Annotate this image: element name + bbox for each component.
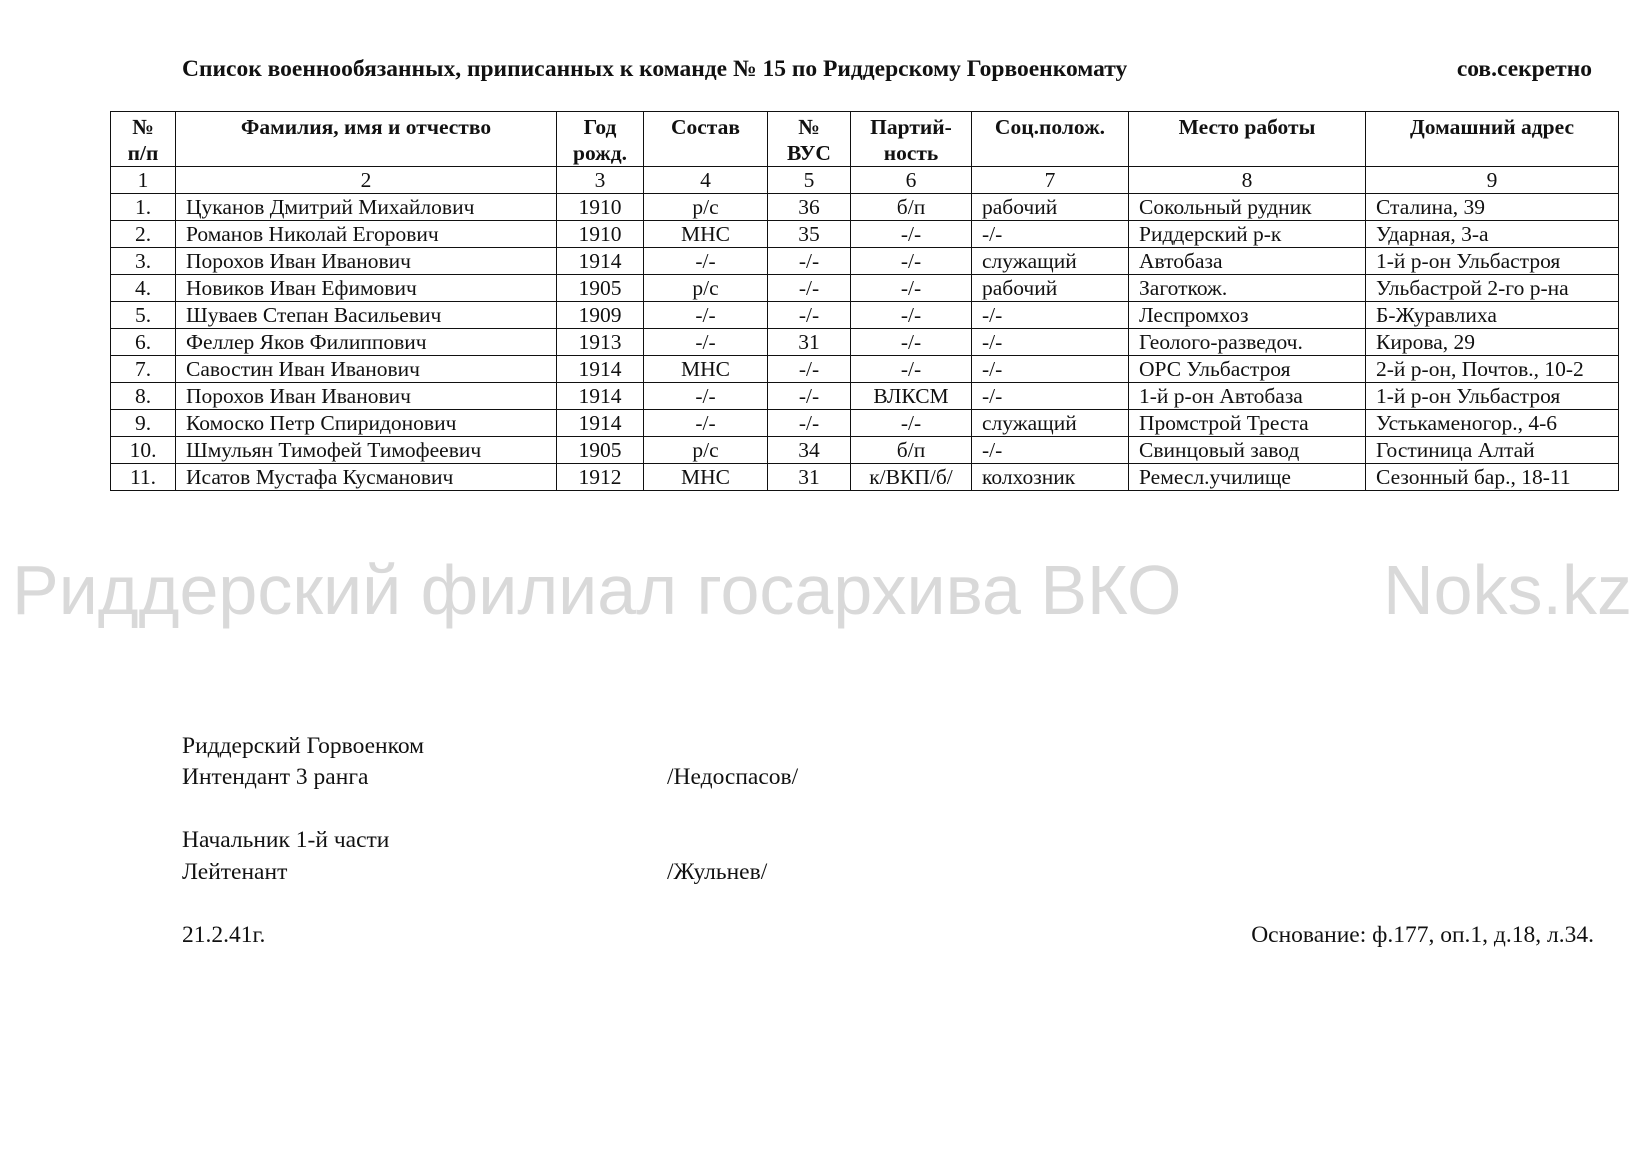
table-cell: -/- (972, 437, 1129, 464)
table-cell: 8. (111, 383, 176, 410)
table-cell: колхозник (972, 464, 1129, 491)
table-cell: -/- (644, 410, 768, 437)
table-cell: -/- (851, 275, 972, 302)
table-cell: 3. (111, 248, 176, 275)
table-cell: 5. (111, 302, 176, 329)
table-cell: Порохов Иван Иванович (176, 248, 557, 275)
table-cell: Шуваев Степан Васильевич (176, 302, 557, 329)
table-cell: Леспромхоз (1129, 302, 1366, 329)
table-cell: -/- (972, 329, 1129, 356)
signature-line-3: Начальник 1-й части (182, 827, 390, 853)
table-cell: Сокольный рудник (1129, 194, 1366, 221)
table-body (111, 194, 1619, 491)
column-header-line: Партий- (870, 115, 952, 139)
table-cell: р/с (644, 194, 768, 221)
table-cell: 31 (768, 464, 851, 491)
table-row (111, 275, 1619, 302)
table-cell: -/- (851, 248, 972, 275)
document-title: Список военнообязанных, приписанных к команде № 15 по Риддерскому Горвоенкомату (182, 56, 1128, 82)
table-cell: Савостин Иван Иванович (176, 356, 557, 383)
table-cell: р/с (644, 275, 768, 302)
table-cell: 1910 (557, 221, 644, 248)
table-cell: -/- (972, 221, 1129, 248)
table-row (111, 248, 1619, 275)
table-cell: Феллер Яков Филиппович (176, 329, 557, 356)
watermark-right-text: Noks.kz (1383, 551, 1632, 629)
column-number: 5 (768, 167, 851, 194)
column-header (768, 112, 851, 167)
table-cell: Цуканов Дмитрий Михайлович (176, 194, 557, 221)
table-cell: Ремесл.училище (1129, 464, 1366, 491)
table-cell: Шмульян Тимофей Тимофеевич (176, 437, 557, 464)
table-cell: Ударная, 3-а (1366, 221, 1619, 248)
table-cell: -/- (644, 383, 768, 410)
column-header (1366, 112, 1619, 167)
conscripts-table (110, 111, 1619, 491)
table-cell: -/- (851, 329, 972, 356)
column-header-line: ВУС (787, 141, 831, 165)
column-header-line: № (132, 115, 154, 139)
table-cell: Новиков Иван Ефимович (176, 275, 557, 302)
table-cell: -/- (644, 329, 768, 356)
table-cell: Автобаза (1129, 248, 1366, 275)
column-header (1129, 112, 1366, 167)
table-cell: 1910 (557, 194, 644, 221)
table-cell: Романов Николай Егорович (176, 221, 557, 248)
signature-name-2: /Жульнев/ (667, 859, 768, 885)
table-cell: Б-Журавлиха (1366, 302, 1619, 329)
table-cell: Кирова, 29 (1366, 329, 1619, 356)
signature-line-1: Риддерский Горвоенком (182, 733, 425, 759)
table-cell: -/- (768, 356, 851, 383)
table-row (111, 356, 1619, 383)
table-cell: 7. (111, 356, 176, 383)
table-cell: Сезонный бар., 18-11 (1366, 464, 1619, 491)
column-header (111, 112, 176, 167)
table-header-row (111, 112, 1619, 167)
table-cell: Заготкож. (1129, 275, 1366, 302)
table-cell: б/п (851, 437, 972, 464)
signature-line-4: Лейтенант (182, 859, 288, 885)
column-header (644, 112, 768, 167)
classification-label: сов.секретно (1456, 56, 1592, 82)
column-header (851, 112, 972, 167)
column-header (557, 112, 644, 167)
table-cell: ВЛКСМ (851, 383, 972, 410)
column-number: 6 (851, 167, 972, 194)
table-row (111, 410, 1619, 437)
table-cell: рабочий (972, 275, 1129, 302)
document-date: 21.2.41г. (182, 922, 266, 948)
table-cell: 9. (111, 410, 176, 437)
column-header-line: Год (583, 115, 617, 139)
table-cell: 1. (111, 194, 176, 221)
archive-basis: Основание: ф.177, оп.1, д.18, л.34. (1251, 922, 1594, 948)
column-header-line: ность (883, 141, 939, 165)
table-cell: 34 (768, 437, 851, 464)
table-cell: 2. (111, 221, 176, 248)
column-number-row (111, 167, 1619, 194)
table-row (111, 464, 1619, 491)
archive-watermark (12, 550, 1632, 630)
table-cell: Промстрой Треста (1129, 410, 1366, 437)
table-cell: 31 (768, 329, 851, 356)
column-number: 1 (111, 167, 176, 194)
table-cell: -/- (851, 356, 972, 383)
table-cell: Комоско Петр Спиридонович (176, 410, 557, 437)
table-cell: МНС (644, 464, 768, 491)
table-cell: ОРС Ульбастроя (1129, 356, 1366, 383)
table-row (111, 383, 1619, 410)
table-row (111, 437, 1619, 464)
signature-line-2: Интендант 3 ранга (182, 764, 369, 790)
table-cell: б/п (851, 194, 972, 221)
table-cell: МНС (644, 221, 768, 248)
table-cell: 10. (111, 437, 176, 464)
table-row (111, 194, 1619, 221)
column-number: 8 (1129, 167, 1366, 194)
table-cell: -/- (644, 248, 768, 275)
watermark-left-text: Риддерский филиал госархива ВКО (12, 551, 1182, 629)
table-cell: Гостиница Алтай (1366, 437, 1619, 464)
column-number: 9 (1366, 167, 1619, 194)
table-cell: -/- (768, 383, 851, 410)
table-cell: 6. (111, 329, 176, 356)
table-cell: 1905 (557, 275, 644, 302)
column-number: 7 (972, 167, 1129, 194)
table-cell: 36 (768, 194, 851, 221)
column-header-line: Домашний адрес (1409, 115, 1574, 139)
table-cell: -/- (972, 302, 1129, 329)
column-header-line: п/п (127, 141, 159, 165)
table-cell: 1914 (557, 248, 644, 275)
table-cell: 1905 (557, 437, 644, 464)
table-cell: -/- (972, 383, 1129, 410)
table-cell: 1912 (557, 464, 644, 491)
table-cell: Порохов Иван Иванович (176, 383, 557, 410)
column-header-line: Фамилия, имя и отчество (240, 115, 492, 139)
table-cell: -/- (644, 302, 768, 329)
table-cell: Ульбастрой 2-го р-на (1366, 275, 1619, 302)
table-cell: Геолого-разведоч. (1129, 329, 1366, 356)
table-row (111, 221, 1619, 248)
table-cell: к/ВКП/б/ (851, 464, 972, 491)
table-cell: Риддерский р-к (1129, 221, 1366, 248)
table-cell: р/с (644, 437, 768, 464)
table-cell: 1-й р-он Автобаза (1129, 383, 1366, 410)
column-header (176, 112, 557, 167)
table-cell: Свинцовый завод (1129, 437, 1366, 464)
table-cell: -/- (851, 302, 972, 329)
table-cell: 1913 (557, 329, 644, 356)
table-cell: -/- (768, 275, 851, 302)
table-row (111, 302, 1619, 329)
table-row (111, 329, 1619, 356)
table-cell: 1914 (557, 356, 644, 383)
table-cell: -/- (768, 248, 851, 275)
column-header-line: № (798, 115, 820, 139)
table-cell: -/- (851, 221, 972, 248)
table-cell: 4. (111, 275, 176, 302)
table-cell: 1909 (557, 302, 644, 329)
table-cell: -/- (768, 410, 851, 437)
table-cell: -/- (972, 356, 1129, 383)
column-header-line: Место работы (1178, 115, 1316, 139)
column-number: 4 (644, 167, 768, 194)
table-cell: рабочий (972, 194, 1129, 221)
column-number: 3 (557, 167, 644, 194)
table-cell: 11. (111, 464, 176, 491)
signature-name-1: /Недоспасов/ (667, 764, 799, 790)
table-cell: 1-й р-он Ульбастроя (1366, 248, 1619, 275)
table-cell: МНС (644, 356, 768, 383)
table-cell: Исатов Мустафа Кусманович (176, 464, 557, 491)
table-cell: 1914 (557, 410, 644, 437)
table-cell: 1-й р-он Ульбастроя (1366, 383, 1619, 410)
column-header-line: Состав (670, 115, 740, 139)
table-cell: служащий (972, 248, 1129, 275)
column-header-line: Соц.полож. (994, 115, 1106, 139)
table-cell: -/- (851, 410, 972, 437)
table-cell: служащий (972, 410, 1129, 437)
column-header (972, 112, 1129, 167)
table-cell: 35 (768, 221, 851, 248)
column-number: 2 (176, 167, 557, 194)
column-header-line: рожд. (572, 141, 627, 165)
table-cell: -/- (768, 302, 851, 329)
table-cell: Сталина, 39 (1366, 194, 1619, 221)
table-cell: 1914 (557, 383, 644, 410)
table-cell: Устькаменогор., 4-6 (1366, 410, 1619, 437)
table-cell: 2-й р-он, Почтов., 10-2 (1366, 356, 1619, 383)
